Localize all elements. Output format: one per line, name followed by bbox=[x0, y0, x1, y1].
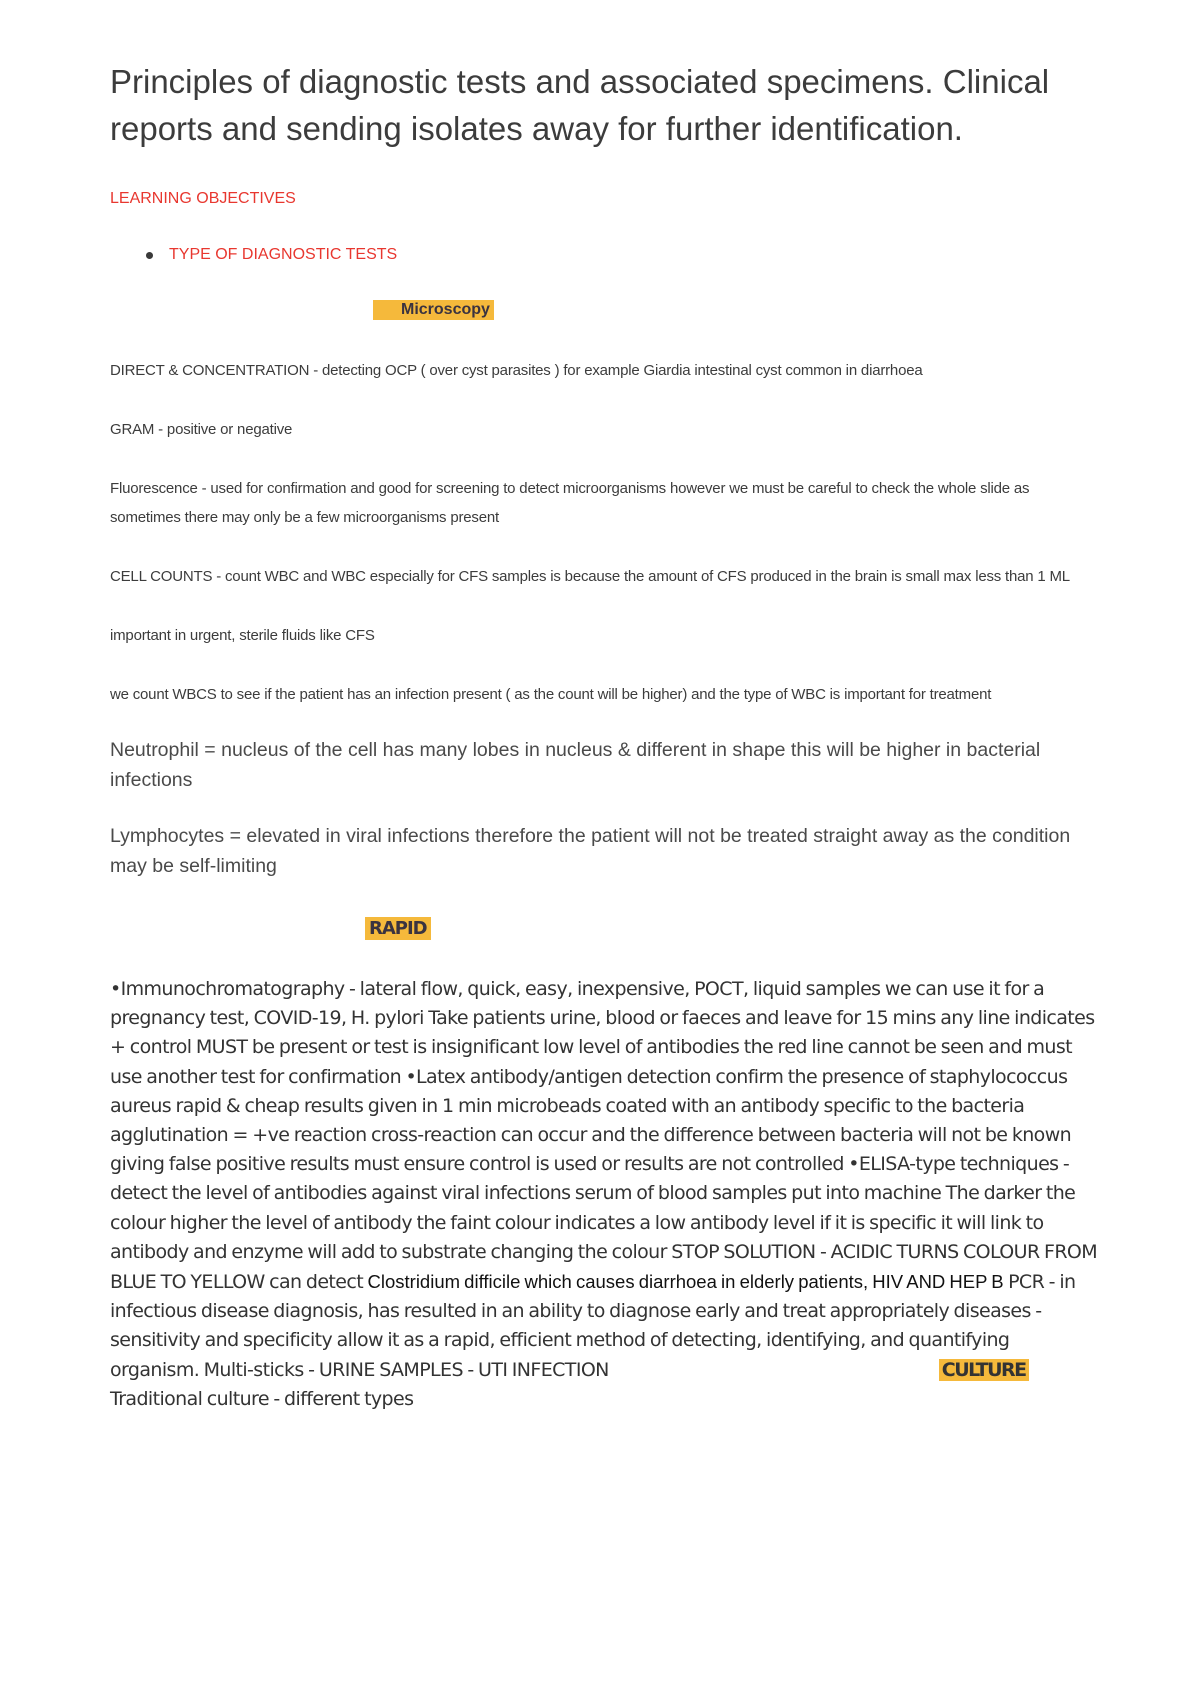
bullet-item bbox=[146, 246, 1095, 264]
rapid-heading: RAPID bbox=[365, 917, 431, 940]
bullet-label: TYPE OF DIAGNOSTIC TESTS bbox=[169, 246, 398, 263]
direct-concentration-paragraph: DIRECT & CONCENTRATION - detecting OCP ( over cyst parasites ) for example Giardia intestinal cyst common in diarrhoea bbox=[110, 362, 923, 379]
microscopy-heading-row bbox=[373, 300, 1095, 320]
bullet-icon bbox=[146, 252, 153, 259]
culture-heading: CULTURE bbox=[939, 1359, 1029, 1381]
learning-objectives-heading: LEARNING OBJECTIVES bbox=[110, 190, 296, 207]
cell-counts-paragraph: CELL COUNTS - count WBC and WBC especially for CFS samples is because the amount of CFS produced in the brain is small max less than 1 ML bbox=[110, 568, 1070, 585]
page-title: Principles of diagnostic tests and associated specimens. Clinical reports and sending isolates away for further identification. bbox=[110, 63, 1050, 147]
rapid-text-part2: Clostridium difficile which causes diarrhoea in elderly patients, HIV AND HEP B bbox=[367, 1271, 1004, 1293]
important-paragraph: important in urgent, sterile fluids like CFS bbox=[110, 627, 375, 644]
wbcs-paragraph: we count WBCS to see if the patient has an infection present ( as the count will be higher) and the type of WBC is important for treatment bbox=[110, 686, 992, 703]
gram-paragraph: GRAM - positive or negative bbox=[110, 421, 293, 438]
rapid-text-part1: •Immunochromatography - lateral flow, quick, easy, inexpensive, POCT, liquid samples we can use it for a pregnancy test, COVID-19, H. pylori Take patients urine, blood or faeces and leave for 15 mins any line indicates + control MUST be present or test is insignificant low level of antibodies the red line cannot be seen and must use another test for confirmation •Latex antibody/antigen detection confirm the presence of staphylococcus aureus rapid & cheap results given in 1 min microbeads coated with an antibody specific to the bacteria agglutination = +ve reaction cross-reaction can occur and the difference between bacteria will not be known giving false positive results must ensure control is used or results are not controlled •ELISA-type techniques - detect the level of antibodies against viral infections serum of blood samples put into machine The darker the colour higher the level of antibody the faint colour indicates a low antibody level if it is specific it will link to antibody and enzyme will add to substrate changing the colour STOP SOLUTION - ACIDIC TURNS COLOUR FROM BLUE TO YELLOW can detect bbox=[110, 978, 1098, 1294]
fluorescence-paragraph: Fluorescence - used for confirmation and good for screening to detect microorganisms however we must be careful to check the whole slide as sometimes there may only be a few microorganisms present bbox=[110, 480, 1030, 526]
culture-text: Traditional culture - different types bbox=[110, 1387, 414, 1410]
lymphocytes-paragraph: Lymphocytes = elevated in viral infections therefore the patient will not be treated straight away as the condition may be self-limiting bbox=[110, 825, 1071, 877]
rapid-body-paragraph bbox=[110, 975, 1100, 1414]
rapid-text-part3: PCR - in infectious disease diagnosis, has resulted in an ability to diagnose early and treat appropriately diseases - sensitivity and specificity allow it as a rapid, efficient method of detecting, identifying, and quantifying organism. Multi-sticks - URINE SAMPLES - UTI INFECTION bbox=[110, 1271, 1076, 1381]
rapid-heading-row bbox=[365, 917, 1095, 940]
microscopy-heading: Microscopy bbox=[373, 300, 494, 320]
neutrophil-paragraph: Neutrophil = nucleus of the cell has many lobes in nucleus & different in shape this will be higher in bacterial infections bbox=[110, 739, 1041, 791]
document-page bbox=[110, 58, 1098, 1414]
